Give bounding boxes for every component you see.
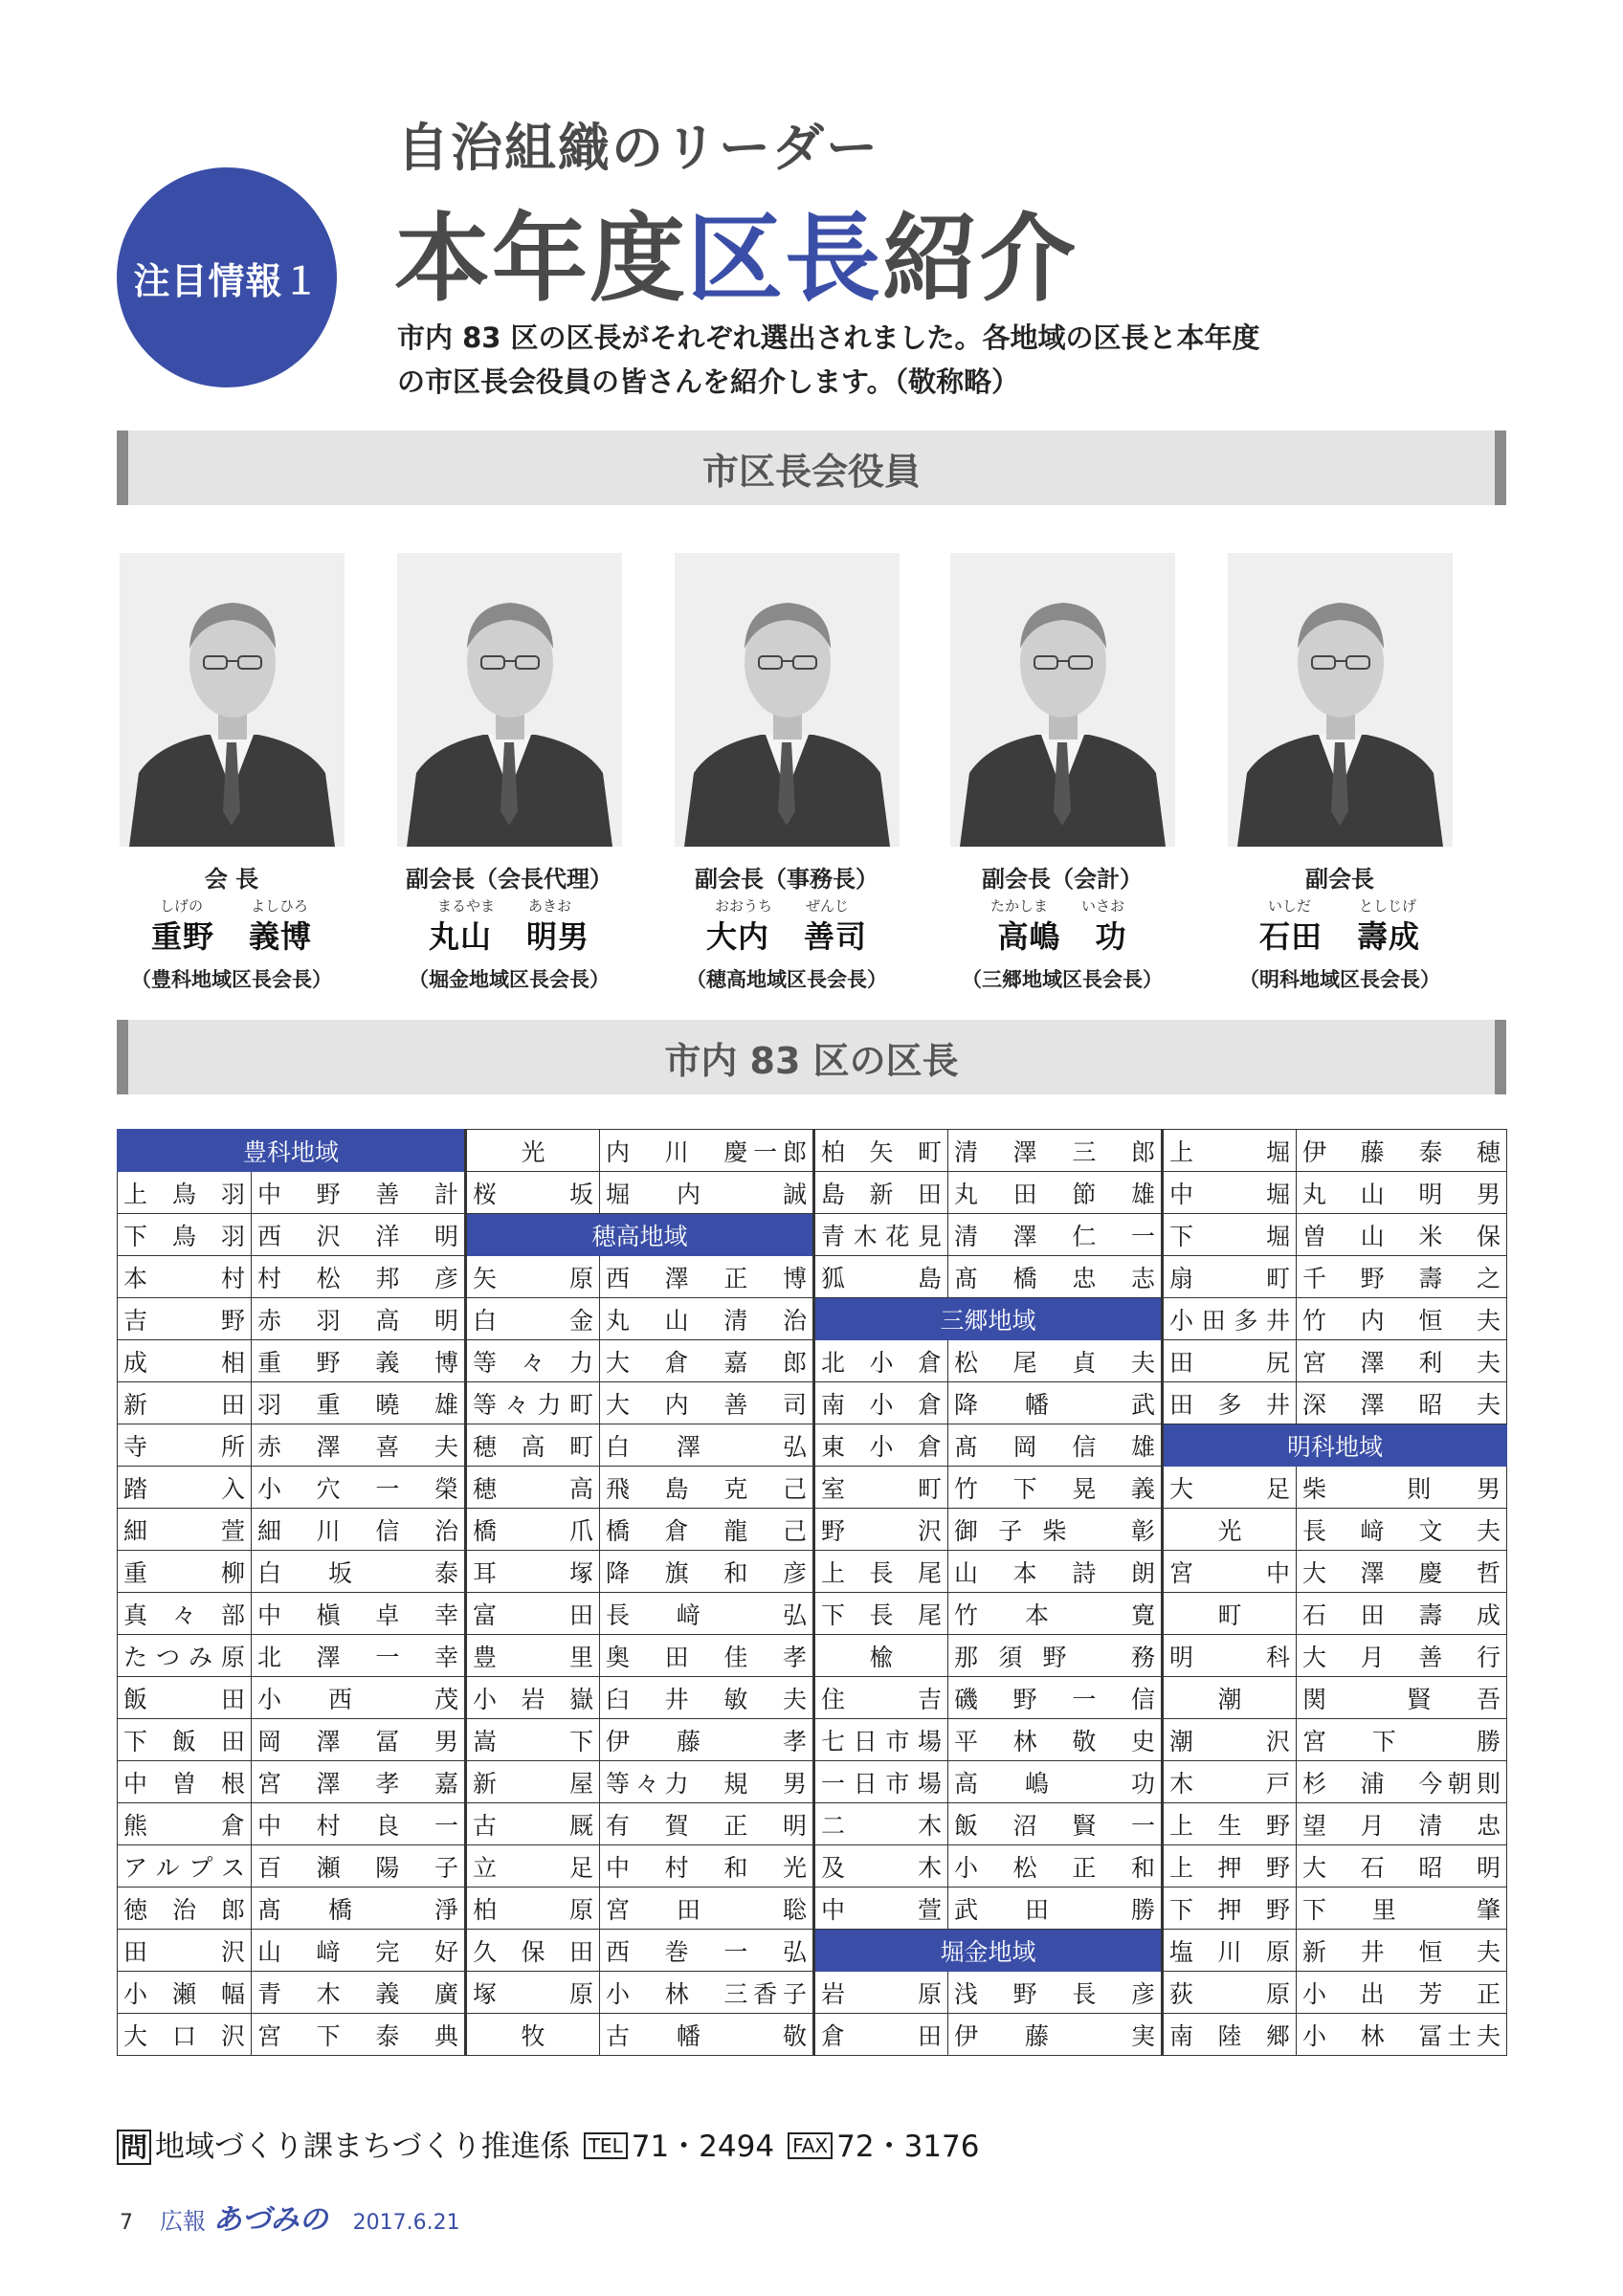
district-head-name: 清 澤 三 郎 bbox=[948, 1130, 1163, 1172]
intro-text bbox=[397, 316, 1335, 404]
district-name: たつみ原 bbox=[118, 1635, 252, 1677]
district-name: 光 bbox=[466, 1130, 600, 1172]
officer-name bbox=[938, 913, 1187, 957]
district-head-name: 大 月 善 行 bbox=[1297, 1635, 1507, 1677]
district-head-name: 磯 野 一 信 bbox=[948, 1677, 1163, 1719]
district-head-name: 岡 澤 冨 男 bbox=[252, 1719, 466, 1761]
district-head-name: 松 尾 貞 夫 bbox=[948, 1340, 1163, 1382]
district-name: 塚 原 bbox=[466, 1972, 600, 2014]
officer-card bbox=[662, 553, 911, 993]
district-head-name: 宮 澤 利 夫 bbox=[1297, 1340, 1507, 1382]
table-row bbox=[118, 2014, 1507, 2056]
district-name: 新 田 bbox=[118, 1382, 252, 1424]
feature-badge: 注目情報１ bbox=[117, 167, 337, 387]
district-name: 等々力町 bbox=[466, 1382, 600, 1424]
district-head-name: 等々力 規 男 bbox=[600, 1761, 814, 1803]
district-head-name: 千 野 壽 之 bbox=[1297, 1256, 1507, 1298]
district-name: 楡 bbox=[814, 1635, 948, 1677]
table-row bbox=[118, 1761, 1507, 1803]
officer-name bbox=[1215, 913, 1464, 957]
district-name: 町 bbox=[1163, 1593, 1297, 1635]
section-heads-header: 市内 83 区の区長 bbox=[117, 1020, 1506, 1094]
district-name: 中 堀 bbox=[1163, 1172, 1297, 1214]
district-head-name: 中 槇 卓 幸 bbox=[252, 1593, 466, 1635]
family-name: 重野 bbox=[150, 918, 214, 955]
officer-affiliation: （豊科地域区長会長） bbox=[131, 968, 332, 991]
district-name: 久保田 bbox=[466, 1930, 600, 1972]
district-head-name: 有 賀 正 明 bbox=[600, 1803, 814, 1845]
district-name: 下押野 bbox=[1163, 1888, 1297, 1930]
officer-role: 副会長（事務長） bbox=[695, 866, 878, 893]
officer-name-reading bbox=[1215, 894, 1464, 913]
district-name: 潮 沢 bbox=[1163, 1719, 1297, 1761]
region-header: 明科地域 bbox=[1163, 1424, 1507, 1467]
district-name: 潮 bbox=[1163, 1677, 1297, 1719]
district-name: 細 萱 bbox=[118, 1509, 252, 1551]
given-name: 壽成 bbox=[1357, 918, 1421, 955]
given-name-reading: としじげ bbox=[1359, 897, 1417, 915]
district-name: 青木花見 bbox=[814, 1214, 948, 1256]
district-name: アルプス bbox=[118, 1845, 252, 1888]
table-row bbox=[118, 1256, 1507, 1298]
district-head-name: 小 穴 一 榮 bbox=[252, 1467, 466, 1509]
officer-name bbox=[385, 913, 634, 957]
district-head-name: 宮 下 勝 bbox=[1297, 1719, 1507, 1761]
table-row bbox=[118, 1972, 1507, 2014]
district-name: 成 相 bbox=[118, 1340, 252, 1382]
district-head-name: 小 出 芳 正 bbox=[1297, 1972, 1507, 2014]
table-row bbox=[118, 1298, 1507, 1340]
district-name: 上鳥羽 bbox=[118, 1172, 252, 1214]
officer-affiliation: （穂高地域区長会長） bbox=[686, 968, 887, 991]
table-row bbox=[118, 1424, 1507, 1467]
contact-dept: 地域づくり課まちづくり推進係 bbox=[155, 2130, 570, 2164]
given-name-reading: あきお bbox=[528, 897, 572, 915]
family-name: 丸山 bbox=[428, 918, 492, 955]
inquiry-mark: 問 bbox=[117, 2130, 151, 2165]
officer-name-reading bbox=[938, 894, 1187, 913]
district-name: 扇 町 bbox=[1163, 1256, 1297, 1298]
district-head-name: 宮 田 聡 bbox=[600, 1888, 814, 1930]
district-head-name: 北 澤 一 幸 bbox=[252, 1635, 466, 1677]
district-head-name: 青 木 義 廣 bbox=[252, 1972, 466, 2014]
region-header: 三郷地域 bbox=[814, 1298, 1163, 1340]
family-name: 石田 bbox=[1258, 918, 1323, 955]
officer-card bbox=[385, 553, 634, 993]
table-row bbox=[118, 1677, 1507, 1719]
district-name: 南陸郷 bbox=[1163, 2014, 1297, 2056]
given-name-reading: よしひろ bbox=[251, 897, 309, 915]
district-head-name: 村 松 邦 彦 bbox=[252, 1256, 466, 1298]
district-name: 上押野 bbox=[1163, 1845, 1297, 1888]
district-head-name: 武 田 勝 bbox=[948, 1888, 1163, 1930]
district-head-name: 杉 浦 今朝則 bbox=[1297, 1761, 1507, 1803]
district-name: 大 足 bbox=[1163, 1467, 1297, 1509]
officer-name-reading bbox=[107, 894, 356, 913]
portrait-photo bbox=[950, 553, 1175, 847]
district-name: 野 沢 bbox=[814, 1509, 948, 1551]
district-name: 飯 田 bbox=[118, 1677, 252, 1719]
district-name: 踏 入 bbox=[118, 1467, 252, 1509]
district-name: 南小倉 bbox=[814, 1382, 948, 1424]
officers-list bbox=[117, 553, 1506, 991]
title-accent: 区長 bbox=[687, 203, 882, 315]
table-row bbox=[118, 1888, 1507, 1930]
page-number: 7 bbox=[120, 2211, 133, 2235]
district-name: 新 屋 bbox=[466, 1761, 600, 1803]
officer-role: 副会長（会計） bbox=[982, 866, 1143, 893]
district-name: 一日市場 bbox=[814, 1761, 948, 1803]
region-header: 豊科地域 bbox=[118, 1130, 466, 1172]
district-name: 明 科 bbox=[1163, 1635, 1297, 1677]
district-head-name: 長 﨑 文 夫 bbox=[1297, 1509, 1507, 1551]
district-head-name: 伊 藤 孝 bbox=[600, 1719, 814, 1761]
district-name: 嵩 下 bbox=[466, 1719, 600, 1761]
district-head-name: 丸 田 節 雄 bbox=[948, 1172, 1163, 1214]
family-name: 高嶋 bbox=[997, 918, 1061, 955]
portrait-silhouette-icon bbox=[675, 553, 900, 847]
district-head-name: 丸 山 明 男 bbox=[1297, 1172, 1507, 1214]
title-post: 紹介 bbox=[882, 203, 1078, 315]
district-head-name: 白 坂 泰 bbox=[252, 1551, 466, 1593]
district-head-name: 赤 羽 高 明 bbox=[252, 1298, 466, 1340]
district-head-name: 橋 倉 龍 己 bbox=[600, 1509, 814, 1551]
intro-line-2: の市区長会役員の皆さんを紹介します。（敬称略） bbox=[397, 365, 1020, 398]
district-head-name: 小 松 正 和 bbox=[948, 1845, 1163, 1888]
brand-pre: 広報 bbox=[160, 2208, 206, 2235]
district-name: 橋 爪 bbox=[466, 1509, 600, 1551]
district-name: 岩 原 bbox=[814, 1972, 948, 2014]
given-name-reading: ぜんじ bbox=[806, 897, 850, 915]
table-row bbox=[118, 1130, 1507, 1172]
district-name: 小岩嶽 bbox=[466, 1677, 600, 1719]
brand-name: あづみの bbox=[212, 2203, 328, 2237]
contact-tel: 71・2494 bbox=[631, 2130, 775, 2164]
district-name: 白 金 bbox=[466, 1298, 600, 1340]
district-name: 吉 野 bbox=[118, 1298, 252, 1340]
given-name: 善司 bbox=[804, 918, 868, 955]
district-name: 上生野 bbox=[1163, 1803, 1297, 1845]
officer-name bbox=[107, 913, 356, 957]
family-name: 大内 bbox=[705, 918, 769, 955]
district-head-name: 山 本 詩 朗 bbox=[948, 1551, 1163, 1593]
region-header: 堀金地域 bbox=[814, 1930, 1163, 1972]
district-head-name: 中 野 善 計 bbox=[252, 1172, 466, 1214]
region-header: 穂高地域 bbox=[466, 1214, 814, 1256]
district-head-name: 石 田 壽 成 bbox=[1297, 1593, 1507, 1635]
district-head-name: 長 﨑 弘 bbox=[600, 1593, 814, 1635]
section-officers-header: 市区長会役員 bbox=[117, 430, 1506, 505]
district-head-name: 髙 橋 忠 志 bbox=[948, 1256, 1163, 1298]
district-name: 熊 倉 bbox=[118, 1803, 252, 1845]
district-name: 豊 里 bbox=[466, 1635, 600, 1677]
district-head-name: 赤 澤 喜 夫 bbox=[252, 1424, 466, 1467]
table-row bbox=[118, 1593, 1507, 1635]
tel-label: TEL bbox=[584, 2132, 628, 2159]
district-name: 光 bbox=[1163, 1509, 1297, 1551]
portrait-silhouette-icon bbox=[1228, 553, 1453, 847]
page-footer bbox=[120, 2196, 460, 2238]
title-pre: 本年度 bbox=[394, 203, 687, 315]
district-head-name: 羽 重 曉 雄 bbox=[252, 1382, 466, 1424]
district-name: 下鳥羽 bbox=[118, 1214, 252, 1256]
family-name-reading: しげの bbox=[160, 897, 204, 915]
district-head-name: 重 野 義 博 bbox=[252, 1340, 466, 1382]
table-row bbox=[118, 1467, 1507, 1509]
district-head-name: 高 嶋 功 bbox=[948, 1761, 1163, 1803]
district-name: 住 吉 bbox=[814, 1677, 948, 1719]
district-name: 及 木 bbox=[814, 1845, 948, 1888]
officer-card bbox=[938, 553, 1187, 993]
district-head-name: 柴 則 男 bbox=[1297, 1467, 1507, 1509]
officer-card bbox=[1215, 553, 1464, 993]
district-name: 柏矢町 bbox=[814, 1130, 948, 1172]
district-name: 小瀬幅 bbox=[118, 1972, 252, 2014]
district-head-name: 古 幡 敬 bbox=[600, 2014, 814, 2056]
district-head-name: 竹 本 寛 bbox=[948, 1593, 1163, 1635]
district-head-name: 宮 下 泰 典 bbox=[252, 2014, 466, 2056]
district-name: 田多井 bbox=[1163, 1382, 1297, 1424]
district-name: 真々部 bbox=[118, 1593, 252, 1635]
portrait-photo bbox=[397, 553, 622, 847]
officer-affiliation: （明科地域区長会長） bbox=[1239, 968, 1440, 991]
district-name: 二 木 bbox=[814, 1803, 948, 1845]
district-name: 七日市場 bbox=[814, 1719, 948, 1761]
district-head-name: 竹 内 恒 夫 bbox=[1297, 1298, 1507, 1340]
district-head-name: 奥 田 佳 孝 bbox=[600, 1635, 814, 1677]
officer-role: 副会長（会長代理） bbox=[406, 866, 612, 893]
district-name: 本 村 bbox=[118, 1256, 252, 1298]
district-head-name: 降 幡 武 bbox=[948, 1382, 1163, 1424]
district-head-name: 新 井 恒 夫 bbox=[1297, 1930, 1507, 1972]
district-head-name: 丸 山 清 治 bbox=[600, 1298, 814, 1340]
table-row bbox=[118, 1845, 1507, 1888]
table-row bbox=[118, 1214, 1507, 1256]
publication-name bbox=[160, 2203, 328, 2237]
district-name: 倉 田 bbox=[814, 2014, 948, 2056]
district-name: 島新田 bbox=[814, 1172, 948, 1214]
district-name: 木 戸 bbox=[1163, 1761, 1297, 1803]
district-head-name: 飯 沼 賢 一 bbox=[948, 1803, 1163, 1845]
officer-role: 副会長 bbox=[1305, 866, 1374, 893]
district-name: 中 萱 bbox=[814, 1888, 948, 1930]
district-name: 宮 中 bbox=[1163, 1551, 1297, 1593]
district-name: 矢 原 bbox=[466, 1256, 600, 1298]
officer-name bbox=[662, 913, 911, 957]
district-head-name: 山 﨑 完 好 bbox=[252, 1930, 466, 1972]
district-head-name: 細 川 信 治 bbox=[252, 1509, 466, 1551]
table-row bbox=[118, 1382, 1507, 1424]
district-name: 等々力 bbox=[466, 1340, 600, 1382]
district-name: 小田多井 bbox=[1163, 1298, 1297, 1340]
district-head-name: 宮 澤 孝 嘉 bbox=[252, 1761, 466, 1803]
district-name: 下飯田 bbox=[118, 1719, 252, 1761]
district-head-name: 小 西 茂 bbox=[252, 1677, 466, 1719]
district-head-name: 髙 橋 淨 bbox=[252, 1888, 466, 1930]
district-name: 田 尻 bbox=[1163, 1340, 1297, 1382]
district-name: 田 沢 bbox=[118, 1930, 252, 1972]
portrait-silhouette-icon bbox=[950, 553, 1175, 847]
district-name: 下長尾 bbox=[814, 1593, 948, 1635]
page-subtitle: 自治組織のリーダー bbox=[397, 118, 879, 178]
district-head-name: 小 林 三香子 bbox=[600, 1972, 814, 2014]
district-name: 富 田 bbox=[466, 1593, 600, 1635]
district-name: 塩川原 bbox=[1163, 1930, 1297, 1972]
district-head-name: 小 林 冨士夫 bbox=[1297, 2014, 1507, 2056]
district-head-name: 竹 下 晃 義 bbox=[948, 1467, 1163, 1509]
district-name: 古 厩 bbox=[466, 1803, 600, 1845]
given-name: 明男 bbox=[526, 918, 590, 955]
officer-name-reading bbox=[662, 894, 911, 913]
district-head-name: 大 内 善 司 bbox=[600, 1382, 814, 1424]
district-head-name: 堀 内 誠 bbox=[600, 1172, 814, 1214]
table-row bbox=[118, 1340, 1507, 1382]
issue-date: 2017.6.21 bbox=[352, 2211, 460, 2235]
portrait-silhouette-icon bbox=[120, 553, 345, 847]
district-head-name: 中 村 良 一 bbox=[252, 1803, 466, 1845]
district-name: 穂 高 bbox=[466, 1467, 600, 1509]
district-name: 柏 原 bbox=[466, 1888, 600, 1930]
table-row bbox=[118, 1172, 1507, 1214]
portrait-photo bbox=[120, 553, 345, 847]
contact-fax: 72・3176 bbox=[836, 2130, 980, 2164]
district-name: 東小倉 bbox=[814, 1424, 948, 1467]
given-name-reading: いさお bbox=[1081, 897, 1125, 915]
officer-role: 会 長 bbox=[204, 866, 259, 893]
family-name-reading: たかしま bbox=[990, 897, 1049, 915]
district-head-name: 飛 島 克 己 bbox=[600, 1467, 814, 1509]
district-head-name: 清 澤 仁 一 bbox=[948, 1214, 1163, 1256]
page-title bbox=[394, 182, 1078, 320]
district-head-name: 関 賢 吾 bbox=[1297, 1677, 1507, 1719]
district-name: 北小倉 bbox=[814, 1340, 948, 1382]
district-name: 荻 原 bbox=[1163, 1972, 1297, 2014]
district-head-name: 平 林 敬 史 bbox=[948, 1719, 1163, 1761]
district-head-name: 下 里 肇 bbox=[1297, 1888, 1507, 1930]
district-name: 寺 所 bbox=[118, 1424, 252, 1467]
district-head-name: 伊 藤 泰 穂 bbox=[1297, 1130, 1507, 1172]
table-row bbox=[118, 1930, 1507, 1972]
district-head-name: 那須野 務 bbox=[948, 1635, 1163, 1677]
family-name-reading: おおうち bbox=[715, 897, 773, 915]
given-name: 功 bbox=[1095, 918, 1127, 955]
district-head-name: 深 澤 昭 夫 bbox=[1297, 1382, 1507, 1424]
district-name: 上長尾 bbox=[814, 1551, 948, 1593]
district-head-name: 御子柴 彰 bbox=[948, 1509, 1163, 1551]
contact-line bbox=[117, 2122, 979, 2165]
portrait-photo bbox=[675, 553, 900, 847]
district-head-name: 臼 井 敏 夫 bbox=[600, 1677, 814, 1719]
district-name: 室 町 bbox=[814, 1467, 948, 1509]
district-head-name: 内 川 慶一郎 bbox=[600, 1130, 814, 1172]
district-head-name: 浅 野 長 彦 bbox=[948, 1972, 1163, 2014]
table-row bbox=[118, 1509, 1507, 1551]
table-row bbox=[118, 1551, 1507, 1593]
district-head-name: 百 瀬 陽 子 bbox=[252, 1845, 466, 1888]
district-name: 上 堀 bbox=[1163, 1130, 1297, 1172]
district-head-name: 髙 岡 信 雄 bbox=[948, 1424, 1163, 1467]
officer-affiliation: （三郷地域区長会長） bbox=[962, 968, 1163, 991]
family-name-reading: まるやま bbox=[437, 897, 496, 915]
table-row bbox=[118, 1719, 1507, 1761]
district-head-name: 西 巻 一 弘 bbox=[600, 1930, 814, 1972]
officer-name-reading bbox=[385, 894, 634, 913]
district-name: 桜 坂 bbox=[466, 1172, 600, 1214]
table-row bbox=[118, 1803, 1507, 1845]
district-head-name: 西 澤 正 博 bbox=[600, 1256, 814, 1298]
district-head-name: 曽 山 米 保 bbox=[1297, 1214, 1507, 1256]
intro-line-1: 市内 83 区の区長がそれぞれ選出されました。各地域の区長と本年度 bbox=[397, 321, 1260, 354]
district-name: 立 足 bbox=[466, 1845, 600, 1888]
district-head-name: 降 旗 和 彦 bbox=[600, 1551, 814, 1593]
district-head-name: 望 月 清 忠 bbox=[1297, 1803, 1507, 1845]
district-name: 耳 塚 bbox=[466, 1551, 600, 1593]
fax-label: FAX bbox=[788, 2132, 833, 2159]
family-name-reading: いしだ bbox=[1268, 897, 1312, 915]
district-head-name: 大 倉 嘉 郎 bbox=[600, 1340, 814, 1382]
district-name: 穂高町 bbox=[466, 1424, 600, 1467]
given-name: 義博 bbox=[249, 918, 313, 955]
district-heads-table bbox=[117, 1129, 1507, 2056]
officer-affiliation: （堀金地域区長会長） bbox=[409, 968, 610, 991]
district-head-name: 大 石 昭 明 bbox=[1297, 1845, 1507, 1888]
district-name: 徳治郎 bbox=[118, 1888, 252, 1930]
district-head-name: 大 澤 慶 哲 bbox=[1297, 1551, 1507, 1593]
district-head-name: 西 沢 洋 明 bbox=[252, 1214, 466, 1256]
district-name: 大口沢 bbox=[118, 2014, 252, 2056]
district-name: 下 堀 bbox=[1163, 1214, 1297, 1256]
district-head-name: 伊 藤 実 bbox=[948, 2014, 1163, 2056]
district-name: 重 柳 bbox=[118, 1551, 252, 1593]
district-name: 狐 島 bbox=[814, 1256, 948, 1298]
portrait-photo bbox=[1228, 553, 1453, 847]
table-row bbox=[118, 1635, 1507, 1677]
district-head-name: 中 村 和 光 bbox=[600, 1845, 814, 1888]
district-head-name: 白 澤 弘 bbox=[600, 1424, 814, 1467]
portrait-silhouette-icon bbox=[397, 553, 622, 847]
officer-card bbox=[107, 553, 356, 993]
district-name: 牧 bbox=[466, 2014, 600, 2056]
district-name: 中曽根 bbox=[118, 1761, 252, 1803]
